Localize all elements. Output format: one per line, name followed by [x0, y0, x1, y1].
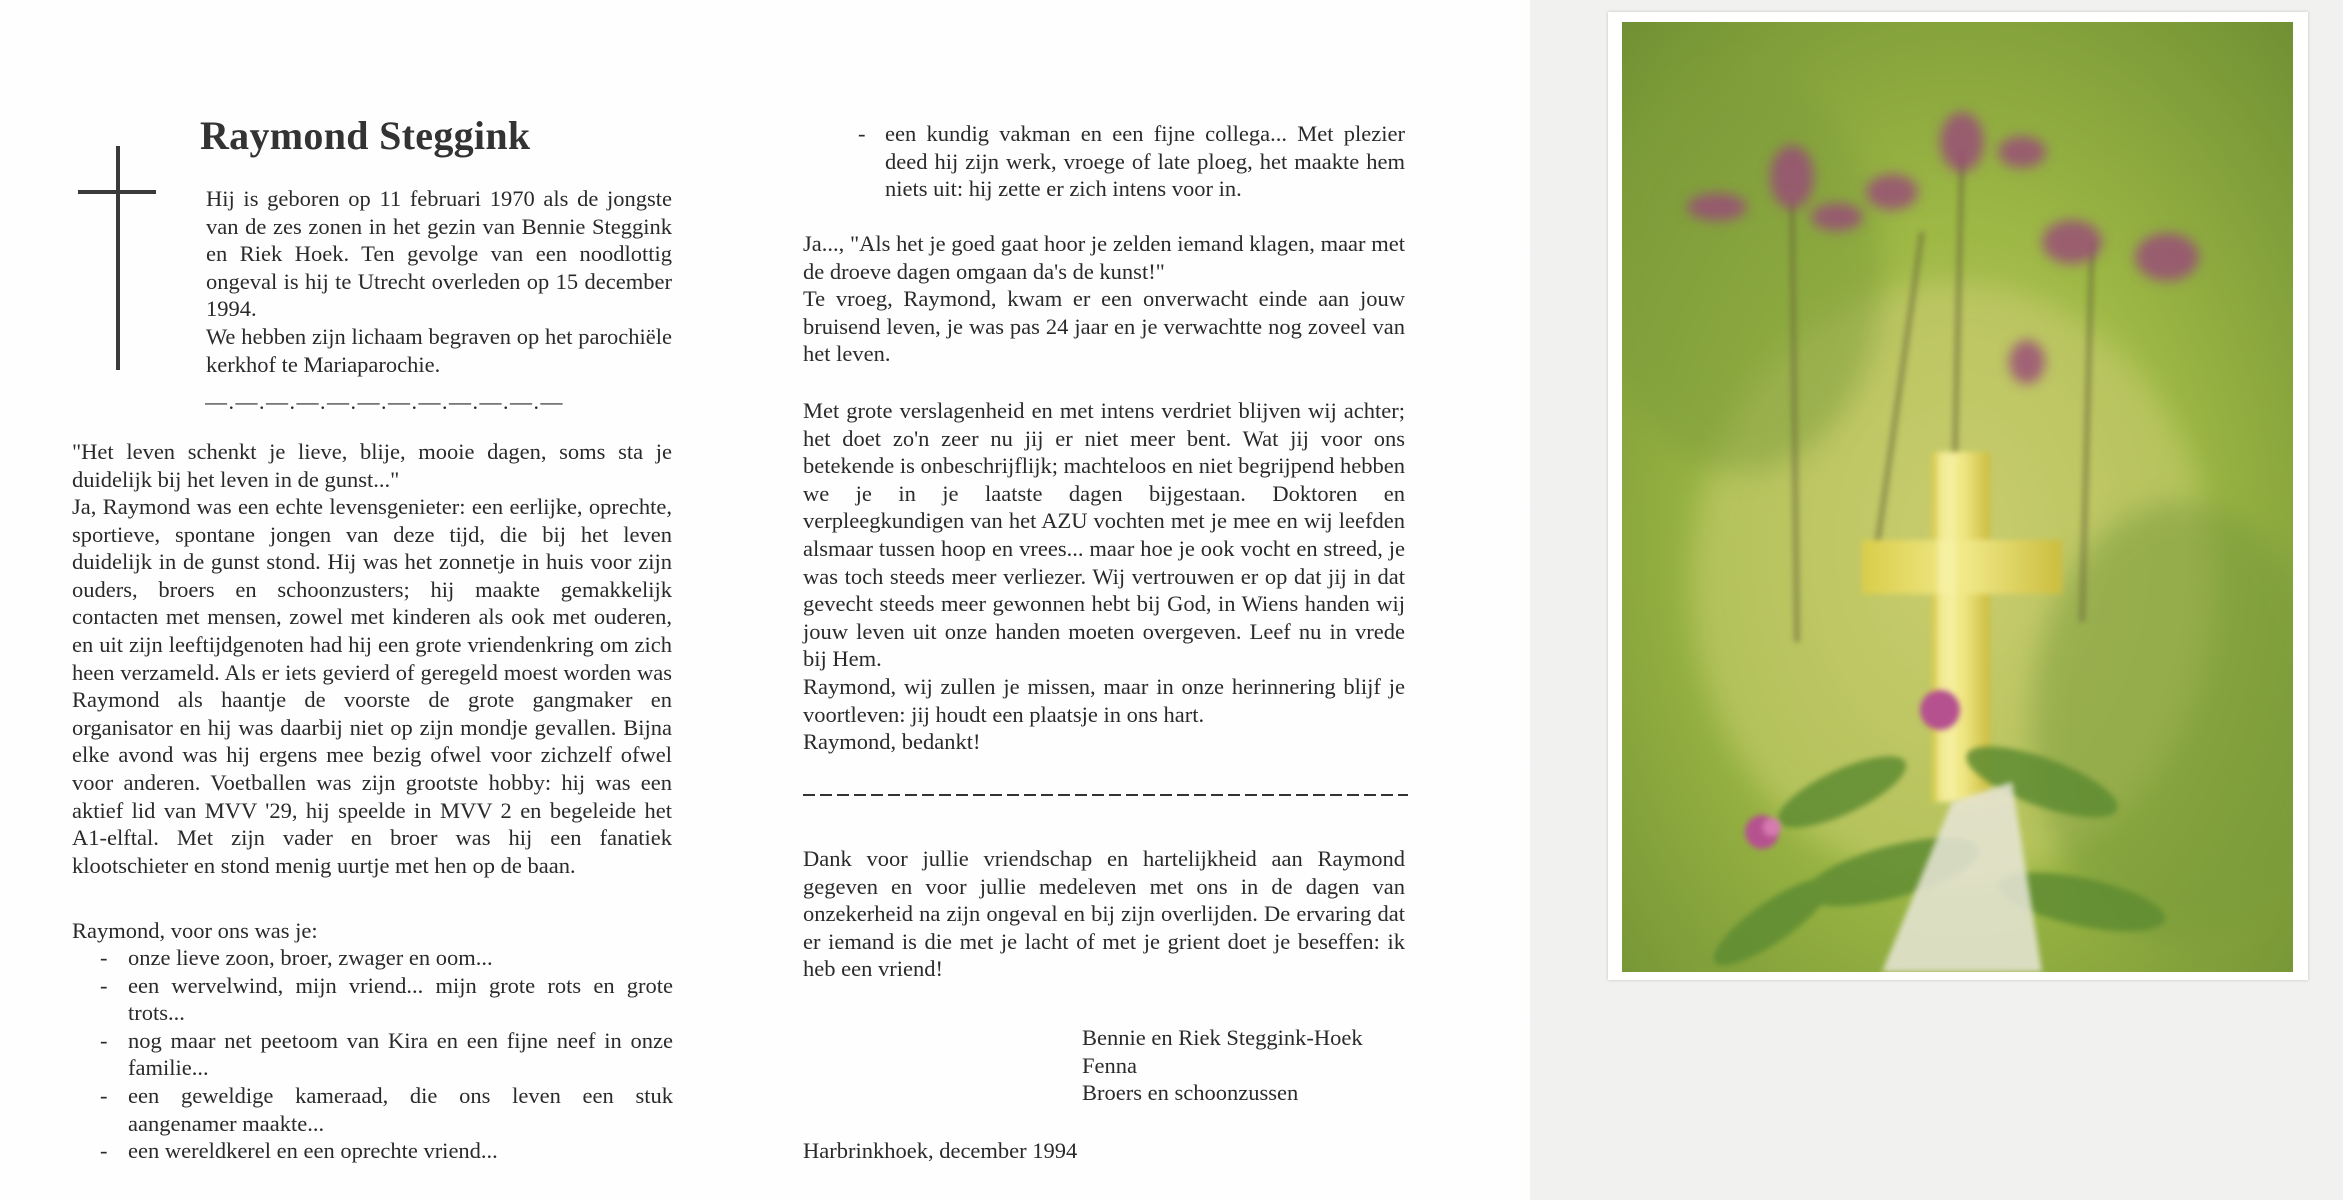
photo-frame	[1608, 12, 2308, 980]
place-date: Harbrinkhoek, december 1994	[803, 1138, 1078, 1163]
list-item: - onze lieve zoon, broer, zwager en oom...	[100, 945, 493, 970]
second-quote: Ja..., "Als het je goed gaat hoor je zelden iemand klagen, maar met de droeve dagen omgaan da's de kunst!"	[803, 231, 1405, 284]
deceased-name: Raymond Steggink	[200, 113, 531, 158]
list-heading: Raymond, voor ons was je:	[72, 918, 318, 943]
too-early-paragraph: Te vroeg, Raymond, kwam er een onverwacht einde aan jouw bruisend leven, je was pas 24 jaar en je verwachtte nog zoveel van het leven.	[803, 286, 1405, 367]
list-dash: -	[858, 121, 866, 146]
dash-dot-divider: —.—.—.—.—.—.—.—.—.—.—.—	[205, 389, 564, 412]
signatures	[1082, 1024, 1363, 1107]
opening-quote: "Het leven schenkt je lieve, blije, mooie dagen, soms sta je duidelijk bij het leven in de gunst..."	[72, 439, 672, 492]
signature-line: Broers en schoonzussen	[1082, 1080, 1299, 1106]
cross-flower-photo	[1622, 22, 2293, 972]
tribute-list	[100, 944, 673, 1165]
intro-paragraph: Hij is geboren op 11 februari 1970 als de jongste van de zes zonen in het gezin van Bennie Steggink en Riek Hoek. Ten gevolge van een noodlottig ongeval is hij te Utrecht overleden op 15 december 1994. We hebben zijn lichaam begraven op het parochiële kerkhof te Mariaparochie.	[206, 186, 672, 377]
signature-line: Fenna	[1082, 1052, 1137, 1078]
life-description-paragraph: Ja, Raymond was een echte levensgenieter: een eerlijke, oprechte, sportieve, spontane jongen van deze tijd, die bij het leven duidelijk in de gunst stond. Hij was het zonnetje in huis voor zijn ouders, broers en schoonzusters; hij maakte gemakkelijk contacten met mensen, zowel met kinderen als ook met ouderen, en uit zijn leeftijdgenoten had hij een grote vriendenkring om zich heen verzameld. Als er iets gevierd of geregeld moest worden was Raymond als haantje de voorste de grote gangmaker en organisator en hij was daarbij niet op zijn mondje gevallen. Bijna elke avond was hij ergens mee bezig ofwel voor zichzelf ofwel voor anderen. Voetballen was zijn grootste hobby: hij was een aktief lid van MVV '29, hij speelde in MVV 2 en begeleide het A1-elftal. Met zijn vader en broer was hij een fanatiek klootschieter en stond menig uurtje met hen op de baan.	[72, 494, 672, 878]
sorrow-paragraph: Met grote verslagenheid en met intens verdriet blijven wij achter; het doet zo'n zeer nu jij er niet meer bent. Wat jij voor ons betekende is onbeschrijflijk; machteloos en niet begrijpend hebben we je in je laatste dagen bijgestaan. Doktoren en verpleegkundigen van het AZU vochten met je mee en wij leefden alsmaar tussen hoop en vrees... maar hoe je ook vocht en streed, je was toch steeds meer verliezer. Wij vertrouwen er op dat jij in dat gevecht steeds meer gewonnen hebt bij God, in Wiens handen wij jouw leven uit onze handen moeten overgeven. Leef nu in vrede bij Hem. Raymond, wij zullen je missen, maar in onze herinnering blijf je voortleven: jij houdt een plaatsje in ons hart. Raymond, bedankt!	[803, 398, 1405, 755]
list-item: - een wervelwind, mijn vriend... mijn grote rots en grote trots...	[100, 972, 673, 1026]
signature-line: Bennie en Riek Steggink-Hoek	[1082, 1025, 1363, 1050]
thanks-paragraph: Dank voor jullie vriendschap en hartelijkheid aan Raymond gegeven en voor jullie medeleven met ons in de dagen van onzekerheid na zijn ongeval en bij zijn overlijden. De ervaring dat er iemand is die met je lacht of met je grient doet je beseffen: ik heb een vriend!	[803, 846, 1405, 982]
dashed-divider	[803, 786, 1408, 806]
list-item: - nog maar net peetoom van Kira en een fijne neef in onze familie...	[100, 1027, 673, 1081]
list-item: - een wereldkerel en een oprechte vriend...	[100, 1138, 498, 1164]
colleague-paragraph: een kundig vakman en een fijne collega... Met plezier deed hij zijn werk, vroege of late ploeg, het maakte hem niets uit: hij zette er zich intens voor in.	[885, 121, 1405, 202]
list-item: - een geweldige kameraad, die ons leven een stuk aangenamer maakte...	[100, 1082, 673, 1136]
cross-icon	[78, 146, 156, 370]
